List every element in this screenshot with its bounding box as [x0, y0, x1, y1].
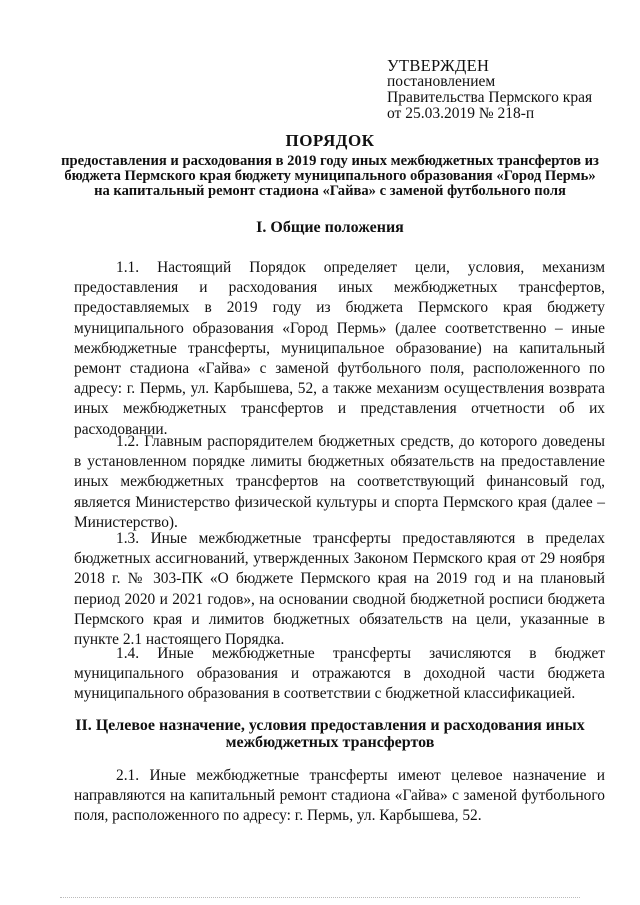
paragraph: 1.4. Иные межбюджетные трансферты зачисляются в бюджет муниципального образования и отражаются в доходной части бюджета муниципального образования в соответствии с бюджетной классификацией. [74, 645, 605, 703]
page-bottom-divider [60, 897, 580, 900]
paragraph: 1.3. Иные межбюджетные трансферты предоставляются в пределах бюджетных ассигнований, утвержденных Законом Пермского края от 29 ноября 2018 г. № 303-ПК «О бюджете Пермского края на 2019 год и на плановый период 2020 и 2021 годов», на основании сводной бюджетной росписи бюджета Пермского края и лимитов бюджетных обязательств на цели, указанные в пункте 2.1 настоящего Порядка. [74, 530, 605, 649]
paragraph: 1.1. Настоящий Порядок определяет цели, условия, механизм предоставления и расходования иных межбюджетных трансфертов, предоставляемых в 2019 году из бюджета Пермского края бюджету муниципального образования «Город Пермь» (далее соответственно – иные межбюджетные трансферты, муниципальное образование) на капитальный ремонт стадиона «Гайва» с заменой футбольного поля, расположенного по адресу: г. Пермь, ул. Карбышева, 52, а также механизм осуществления возврата иных межбюджетных трансфертов и представления отчетности об их расходовании. [74, 259, 605, 438]
section-heading: II. Целевое назначение, условия предоставления и расходования иных межбюджетных трансфертов [75, 717, 585, 751]
document-title: ПОРЯДОК [285, 131, 375, 150]
approval-heading: УТВЕРЖДЕН [387, 56, 490, 75]
section-heading: I. Общие положения [256, 219, 404, 236]
approval-line: от 25.03.2019 № 218-п [387, 105, 535, 122]
approval-stamp [387, 58, 627, 122]
approval-line: постановлением [387, 73, 496, 90]
document-subtitle: предоставления и расходования в 2019 году иных межбюджетных трансфертов из бюджета Пермского края бюджету муниципального образования «Город Пермь» на капитальный ремонт стадиона «Гайва» с заменой футбольного поля [61, 153, 599, 199]
paragraph: 2.1. Иные межбюджетные трансферты имеют целевое назначение и направляются на капитальный ремонт стадиона «Гайва» с заменой футбольного поля, расположенного по адресу: г. Пермь, ул. Карбышева, 52. [74, 767, 605, 825]
approval-line: Правительства Пермского края [387, 89, 593, 106]
paragraph: 1.2. Главным распорядителем бюджетных средств, до которого доведены в установленном порядке лимиты бюджетных обязательств на предоставление иных межбюджетных трансфертов на соответствующий финансовый год, является Министерство физической культуры и спорта Пермского края (далее – Министерство). [74, 433, 605, 531]
